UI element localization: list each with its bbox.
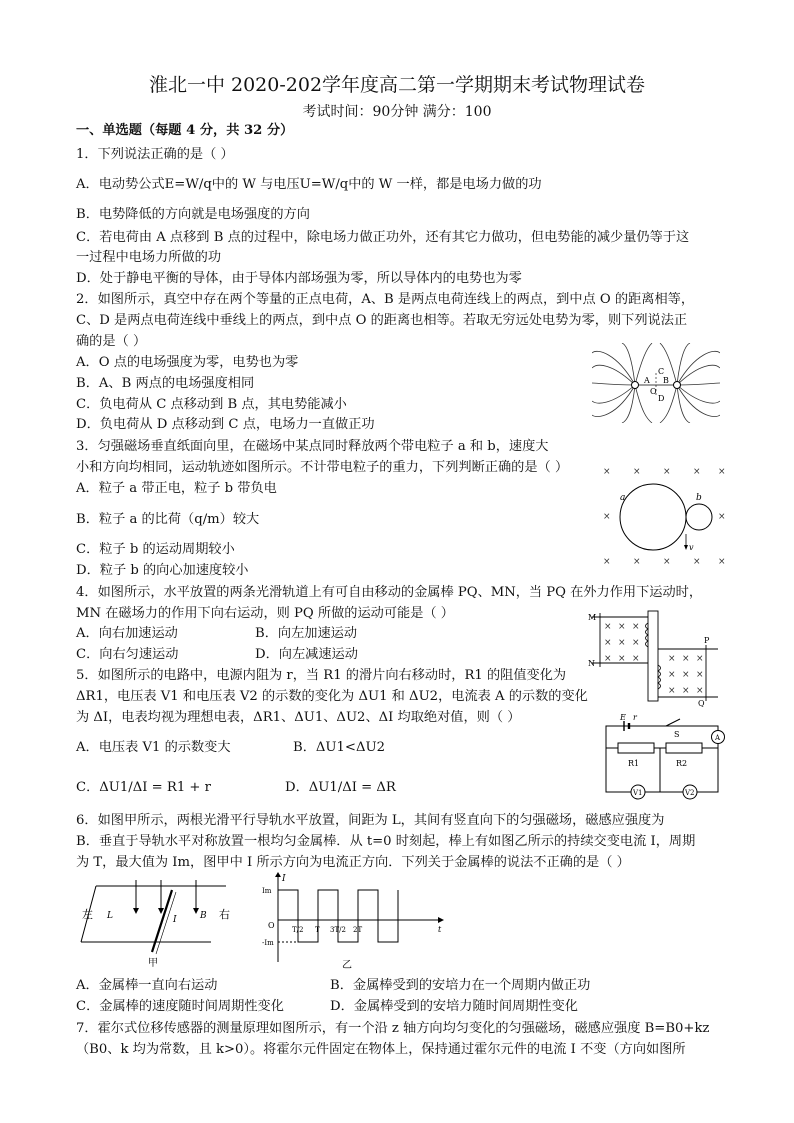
svg-text:×: ×: [663, 467, 671, 477]
q1-option-c-cont: 一过程中电场力所做的功: [76, 250, 222, 265]
q6-option-d: D．金属棒受到的安培力随时间周期性变化: [330, 999, 578, 1014]
axis-i: I: [282, 874, 286, 884]
label-n: N: [588, 659, 595, 668]
section-heading: 一、单选题（每题 4 分，共 32 分）: [76, 123, 294, 138]
tick-2t: 2T: [353, 926, 363, 934]
q1-option-b: B．电势降低的方向就是电场强度的方向: [76, 207, 310, 222]
q6-option-b: B．金属棒受到的安培力在一个周期内做正功: [330, 978, 591, 993]
svg-text:×: ×: [668, 686, 676, 696]
label-im: Im: [262, 887, 272, 895]
svg-text:×: ×: [618, 622, 626, 632]
svg-text:×: ×: [604, 654, 612, 664]
caption-yi: 乙: [342, 960, 352, 971]
q3-option-c: C．粒子 b 的运动周期较小: [76, 542, 235, 557]
q3-trajectory-figure: [598, 462, 728, 567]
label-p: P: [704, 636, 710, 645]
question-7-stem-2: （B0、k 均为常数，且 k>0）。将霍尔元件固定在物体上，保持通过霍尔元件的电流 I 不变（方向如图所: [76, 1042, 686, 1057]
q6-option-a: A．金属棒一直向右运动: [76, 978, 218, 993]
q2-field-lines-figure: [592, 343, 720, 423]
question-5-stem-2: ΔR1，电压表 V1 和电压表 V2 的示数的变化为 ΔU1 和 ΔU2，电流表 A 的示数的变化: [76, 689, 588, 704]
q6-rails-figure: [76, 880, 246, 970]
caption-jia: 甲: [148, 958, 158, 969]
svg-text:×: ×: [718, 467, 726, 477]
q1-option-d: D．处于静电平衡的导体，由于导体内部场强为零，所以导体内的电势也为零: [76, 271, 522, 286]
svg-text:×: ×: [604, 638, 612, 648]
svg-text:×: ×: [682, 686, 690, 696]
q5-option-c: C．ΔU1/ΔI = R1 + r: [76, 780, 211, 795]
q5-option-d: D．ΔU1/ΔI = ΔR: [285, 780, 396, 795]
question-7-stem: 7．霍尔式位移传感器的测量原理如图所示，有一个沿 z 轴方向均匀变化的匀强磁场，磁感应强度 B=B0+kz: [76, 1021, 710, 1036]
question-6-stem: 6．如图甲所示，两根光滑平行导轨水平放置，间距为 L，其间有竖直向下的匀强磁场，磁感应强度为: [76, 813, 665, 828]
label-c: C: [658, 367, 665, 376]
exam-info: 考试时间：90分钟 满分：100: [302, 104, 492, 120]
label-m: M: [588, 613, 597, 622]
q2-option-b: B．A、B 两点的电场强度相同: [76, 376, 255, 391]
q4-rails-figure: [588, 607, 720, 707]
label-i: I: [173, 915, 177, 925]
question-2-stem: 2．如图所示，真空中存在两个等量的正点电荷，A、B 是两点电荷连线上的两点，到中点 O 的距离相等，: [76, 292, 695, 307]
svg-text:×: ×: [718, 557, 726, 567]
question-4-stem: 4．如图所示，水平放置的两条光滑轨道上有可自由移动的金属棒 PQ、MN，当 PQ 在外力作用下运动时，: [76, 585, 703, 600]
label-d: D: [658, 394, 665, 403]
ammeter-label: A: [715, 734, 721, 742]
q5-option-b: B．ΔU1<ΔU2: [293, 740, 385, 755]
label-q: Q: [698, 699, 705, 707]
svg-text:×: ×: [682, 670, 690, 680]
svg-text:×: ×: [682, 654, 690, 664]
question-3-stem-2: 小和方向均相同，运动轨迹如图所示。不计带电粒子的重力，下列判断正确的是（ ）: [76, 460, 569, 475]
svg-text:×: ×: [603, 512, 611, 522]
svg-text:×: ×: [668, 670, 676, 680]
q5-option-a: A．电压表 V1 的示数变大: [76, 740, 231, 755]
svg-text:×: ×: [618, 654, 626, 664]
svg-text:×: ×: [632, 622, 640, 632]
label-left: 左: [82, 908, 93, 921]
question-3-stem: 3．匀强磁场垂直纸面向里，在磁场中某点同时释放两个带电粒子 a 和 b，速度大: [76, 439, 549, 454]
q2-option-c: C．负电荷从 C 点移动到 B 点，其电势能减小: [76, 397, 347, 412]
voltmeter-v1: V1: [633, 789, 643, 797]
question-5-stem: 5．如图所示的电路中，电源内阻为 r，当 R1 的滑片向右移动时，R1 的阻值变化为: [76, 668, 567, 683]
svg-text:×: ×: [718, 512, 726, 522]
label-b: b: [696, 493, 702, 503]
svg-text:×: ×: [618, 638, 626, 648]
svg-text:×: ×: [693, 557, 701, 567]
question-6-stem-2: B．垂直于导轨水平对称放置一根均匀金属棒．从 t=0 时刻起，棒上有如图乙所示的持续交变电流 I，周期: [76, 834, 696, 849]
q6-option-c: C．金属棒的速度随时间周期性变化: [76, 999, 284, 1014]
q2-option-a: A．O 点的电场强度为零，电势也为零: [76, 355, 299, 370]
q1-option-a: A．电动势公式E=W/q中的 W 与电压U=W/q中的 W 一样，都是电场力做的功: [76, 177, 542, 192]
label-a: A: [644, 376, 650, 385]
svg-text:×: ×: [604, 622, 612, 632]
question-2-stem-2: C、D 是两点电荷连线中垂线上的两点，到中点 O 的距离也相等。若取无穷远处电势为零，则下列说法正: [76, 313, 688, 328]
svg-text:×: ×: [696, 654, 704, 664]
q4-option-d: D．向左减速运动: [255, 647, 358, 662]
svg-text:×: ×: [633, 467, 641, 477]
label-o: O: [650, 387, 657, 396]
q6-current-graph: [262, 872, 452, 972]
svg-text:×: ×: [668, 654, 676, 664]
question-4-stem-2: MN 在磁场力的作用下向右运动，则 PQ 所做的运动可能是（ ）: [76, 606, 454, 621]
tick-3t2: 3T/2: [330, 926, 346, 934]
origin-o: O: [268, 921, 275, 930]
q4-option-c: C．向右匀速运动: [76, 647, 179, 662]
label-l: L: [107, 911, 113, 921]
label-b: B: [200, 911, 207, 921]
label-e: E: [620, 713, 626, 722]
page-title: 淮北一中 2020-202学年度高二第一学期期末考试物理试卷: [148, 74, 646, 96]
label-neg-im: -Im: [262, 939, 274, 947]
label-right: 右: [219, 908, 230, 921]
label-b: B: [663, 376, 669, 385]
q3-option-d: D．粒子 b 的向心加速度较小: [76, 563, 249, 578]
q5-circuit-figure: [598, 712, 730, 804]
label-r: r: [633, 713, 637, 722]
svg-text:×: ×: [603, 467, 611, 477]
q1-option-c: C．若电荷由 A 点移到 B 点的过程中，除电场力做正功外，还有其它力做功，但电势能的减少量仍等于这: [76, 230, 690, 245]
svg-text:×: ×: [663, 557, 671, 567]
q3-option-b: B．粒子 a 的比荷（q/m）较大: [76, 512, 260, 527]
question-6-stem-3: 为 T，最大值为 Im，图甲中 I 所示方向为电流正方向．下列关于金属棒的说法不正确的是（ ）: [76, 855, 630, 870]
question-5-stem-3: 为 ΔI，电表均视为理想电表，ΔR1、ΔU1、ΔU2、ΔI 均取绝对值，则（ ）: [76, 710, 521, 725]
svg-text:×: ×: [632, 654, 640, 664]
axis-t: t: [438, 925, 442, 934]
q4-option-b: B．向左加速运动: [255, 626, 358, 641]
voltmeter-v2: V2: [685, 789, 695, 797]
tick-t: T: [315, 926, 320, 934]
label-r2: R2: [676, 759, 688, 768]
svg-text:×: ×: [696, 686, 704, 696]
svg-text:×: ×: [696, 670, 704, 680]
label-s: S: [674, 730, 680, 739]
svg-text:×: ×: [693, 467, 701, 477]
svg-text:×: ×: [603, 557, 611, 567]
q2-option-d: D．负电荷从 D 点移动到 C 点，电场力一直做正功: [76, 417, 375, 432]
question-2-stem-3: 确的是（ ）: [76, 334, 147, 349]
q4-option-a: A．向右加速运动: [76, 626, 178, 641]
label-r1: R1: [628, 759, 640, 768]
label-a: a: [620, 493, 626, 503]
tick-t2: T/2: [292, 926, 304, 934]
svg-text:×: ×: [633, 557, 641, 567]
question-1-stem: 1．下列说法正确的是（ ）: [76, 147, 234, 162]
label-v: v: [689, 543, 694, 552]
q3-option-a: A．粒子 a 带正电，粒子 b 带负电: [76, 481, 277, 496]
svg-text:×: ×: [632, 638, 640, 648]
